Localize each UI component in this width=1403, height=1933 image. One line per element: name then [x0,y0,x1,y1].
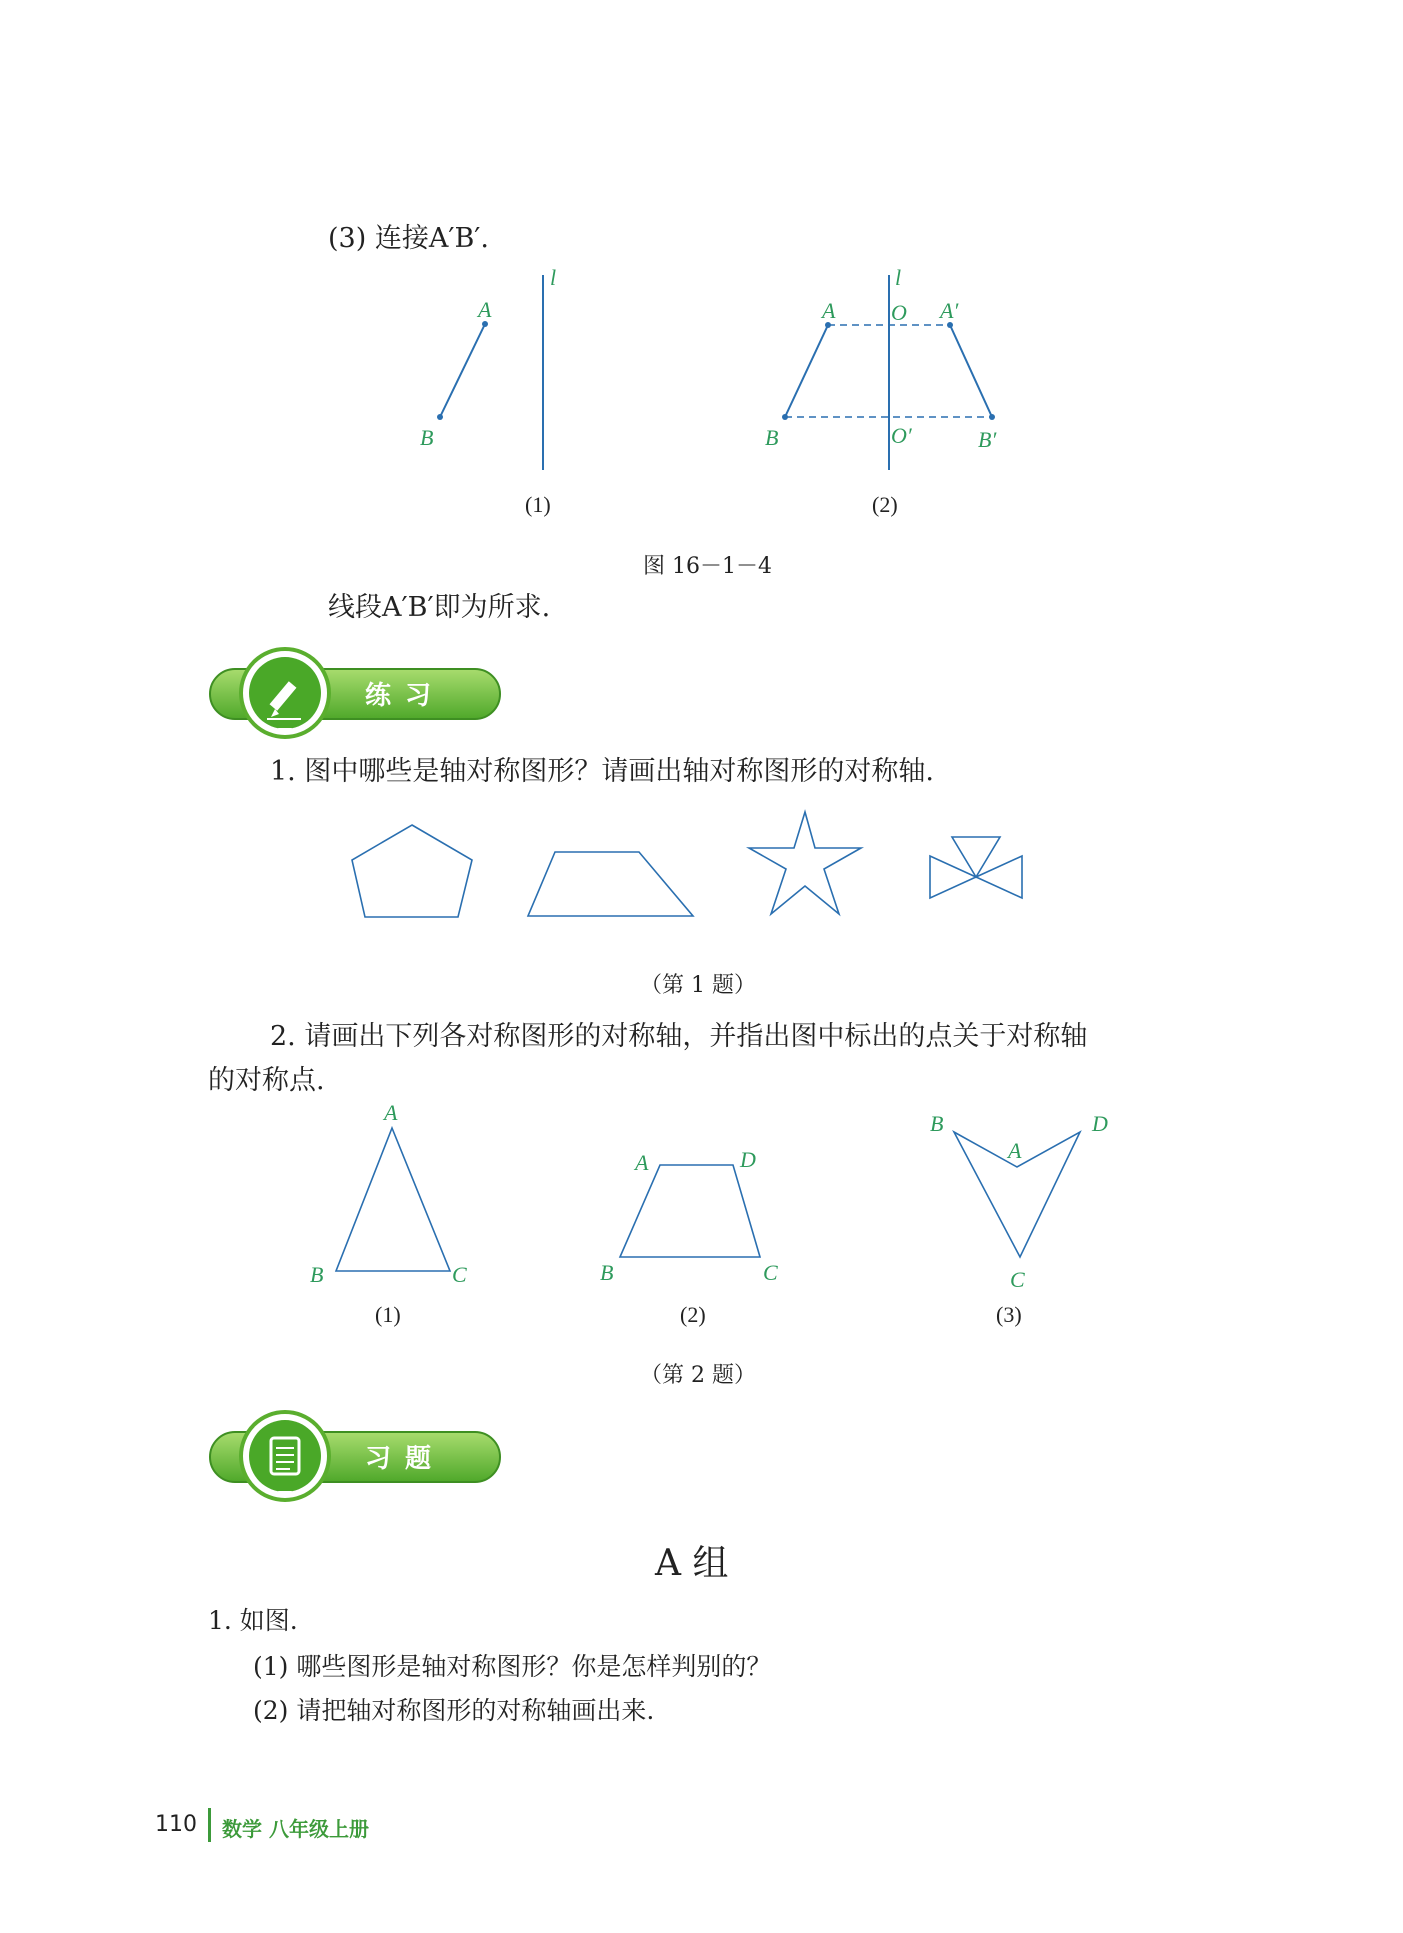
panel-2-caption: (2) [872,492,898,517]
figure-title: 图 16－1－4 [643,554,772,579]
figure-16-1-4-panel-2 [760,260,1060,530]
point-b-label: B [310,1262,324,1287]
conclusion-text: 线段A′B′即为所求. [328,592,551,623]
q1-shapes [330,800,1130,920]
point-o-prime-label: O′ [891,423,912,448]
book-title: 数学 八年级上册 [222,1817,369,1841]
point-a-label: A [822,298,836,323]
figure-16-1-4-panel-1 [400,260,600,530]
footer-divider [208,1808,211,1842]
point-d-label: D [1092,1111,1108,1136]
exercise-item-1: 1. 如图. [208,1606,298,1635]
q2-figure-2 [595,1100,815,1330]
figure-2-caption: (2) [680,1302,706,1327]
point-o-label: O [891,300,907,325]
point-a-label: A [1008,1138,1022,1163]
practice-q1: 1. 图中哪些是轴对称图形？请画出轴对称图形的对称轴. [270,756,934,787]
q2-caption: （第 2 题） [640,1363,756,1388]
axis-label-l: l [550,265,557,290]
point-b-label: B [765,425,779,450]
figure-3-caption: (3) [996,1302,1022,1327]
point-b-label: B [930,1111,944,1136]
point-a-prime-label: A′ [940,298,959,323]
point-a-label: A [478,297,492,322]
practice-q2-line-1: 2. 请画出下列各对称图形的对称轴，并指出图中标出的点关于对称轴 [270,1021,1088,1052]
practice-banner-label: 练习 [365,681,446,711]
exercise-item-1-sub-1: (1) 哪些图形是轴对称图形？你是怎样判别的？ [253,1652,772,1681]
q2-figure-3 [920,1100,1140,1330]
exercises-banner [205,1408,505,1508]
q1-caption: （第 1 题） [640,973,756,998]
point-a-label: A [384,1100,398,1125]
point-b-prime-label: B′ [978,427,997,452]
star-shape [749,812,861,914]
pentagon-shape [352,825,472,917]
figure-1-caption: (1) [375,1302,401,1327]
point-c-label: C [763,1260,778,1285]
page-number: 110 [155,1812,197,1837]
point-c-label: C [1010,1267,1025,1292]
step-3-text: (3) 连接A′B′. [328,223,490,254]
bowtie-shape [930,837,1022,898]
practice-banner [205,645,505,745]
point-b-label: B [600,1260,614,1285]
exercises-banner-label: 习题 [365,1444,446,1474]
q2-figure-1 [300,1100,500,1330]
practice-q2-line-2: 的对称点. [208,1065,325,1096]
panel-1-caption: (1) [525,492,551,517]
axis-label-l: l [895,265,902,290]
exercise-item-1-sub-2: (2) 请把轴对称图形的对称轴画出来. [253,1696,655,1725]
point-d-label: D [740,1147,756,1172]
point-c-label: C [452,1262,467,1287]
trapezoid-shape [528,852,693,916]
point-b-label: B [420,425,434,450]
point-a-label: A [635,1150,649,1175]
group-a-title: A 组 [655,1543,729,1584]
